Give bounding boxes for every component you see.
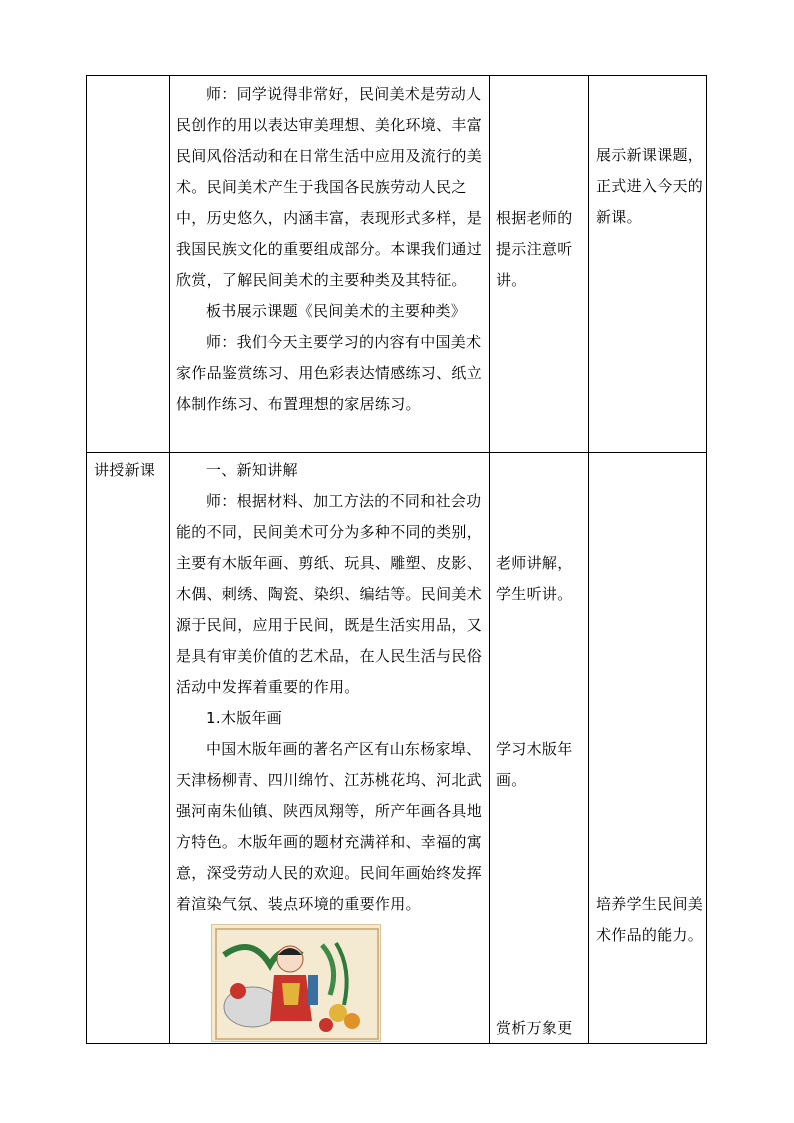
row2-design-intent: 培养学生民间美术作品的能力。: [596, 895, 704, 944]
row2-student-activity-3: 赏析万象更: [496, 1019, 573, 1037]
lesson-plan-table: [86, 75, 707, 1044]
row-divider: [87, 452, 706, 453]
row1-student-activity: 根据老师的提示注意听讲。: [496, 209, 573, 289]
row1-content: [176, 79, 490, 420]
learning-content-paragraph: 师：我们今天主要学习的内容有中国美术家作品鉴赏练习、用色彩表达情感练习、纸立体制作练习、布置理想的家居练习。: [176, 333, 483, 413]
woodblock-paragraph: 中国木版年画的著名产区有山东杨家埠、天津杨柳青、四川绵竹、江苏桃花坞、河北武强河南朱仙镇、陕西凤翔等，所产年画各具地方特色。木版年画的题材充满祥和、幸福的寓意，深受劳动人民的欢迎。民间年画始终发挥着渲染气氛、装点环境的重要作用。: [176, 740, 483, 913]
nianhua-image: [211, 924, 381, 1042]
board-title-paragraph: 板书展示课题《民间美术的主要种类》: [206, 302, 467, 320]
woodblock-heading: 1.木版年画: [206, 709, 283, 727]
teacher-intro-paragraph: 师：同学说得非常好，民间美术是劳动人民创作的用以表达审美理想、美化环境、丰富民间风俗活动和在日常生活中应用及流行的美术。民间美术产生于我国各民族劳动人民之中，历史悠久，内涵丰富，表现形式多样，是我国民族文化的重要组成部分。本课我们通过欣赏，了解民间美术的主要种类及其特征。: [176, 85, 483, 289]
row2-student-activity-2: 学习木版年画。: [496, 740, 573, 789]
row2-student-activity-1: 老师讲解，学生听讲。: [496, 554, 573, 603]
row1-design-intent: 展示新课课题，正式进入今天的新课。: [596, 146, 704, 226]
column-divider-1: [169, 76, 170, 1043]
section-heading: 一、新知讲解: [206, 461, 298, 479]
row2-content: [176, 455, 490, 920]
column-divider-3: [588, 76, 589, 1043]
new-knowledge-paragraph: 师：根据材料、加工方法的不同和社会功能的不同，民间美术可分为多种不同的类别，主要有木版年画、剪纸、玩具、雕塑、皮影、木偶、刺绣、陶瓷、染织、编结等。民间美术源于民间，应用于民间，既是生活实用品，又是具有审美价值的艺术品，在人民生活与民俗活动中发挥着重要的作用。: [176, 492, 483, 696]
stage-label: 讲授新课: [94, 461, 156, 479]
